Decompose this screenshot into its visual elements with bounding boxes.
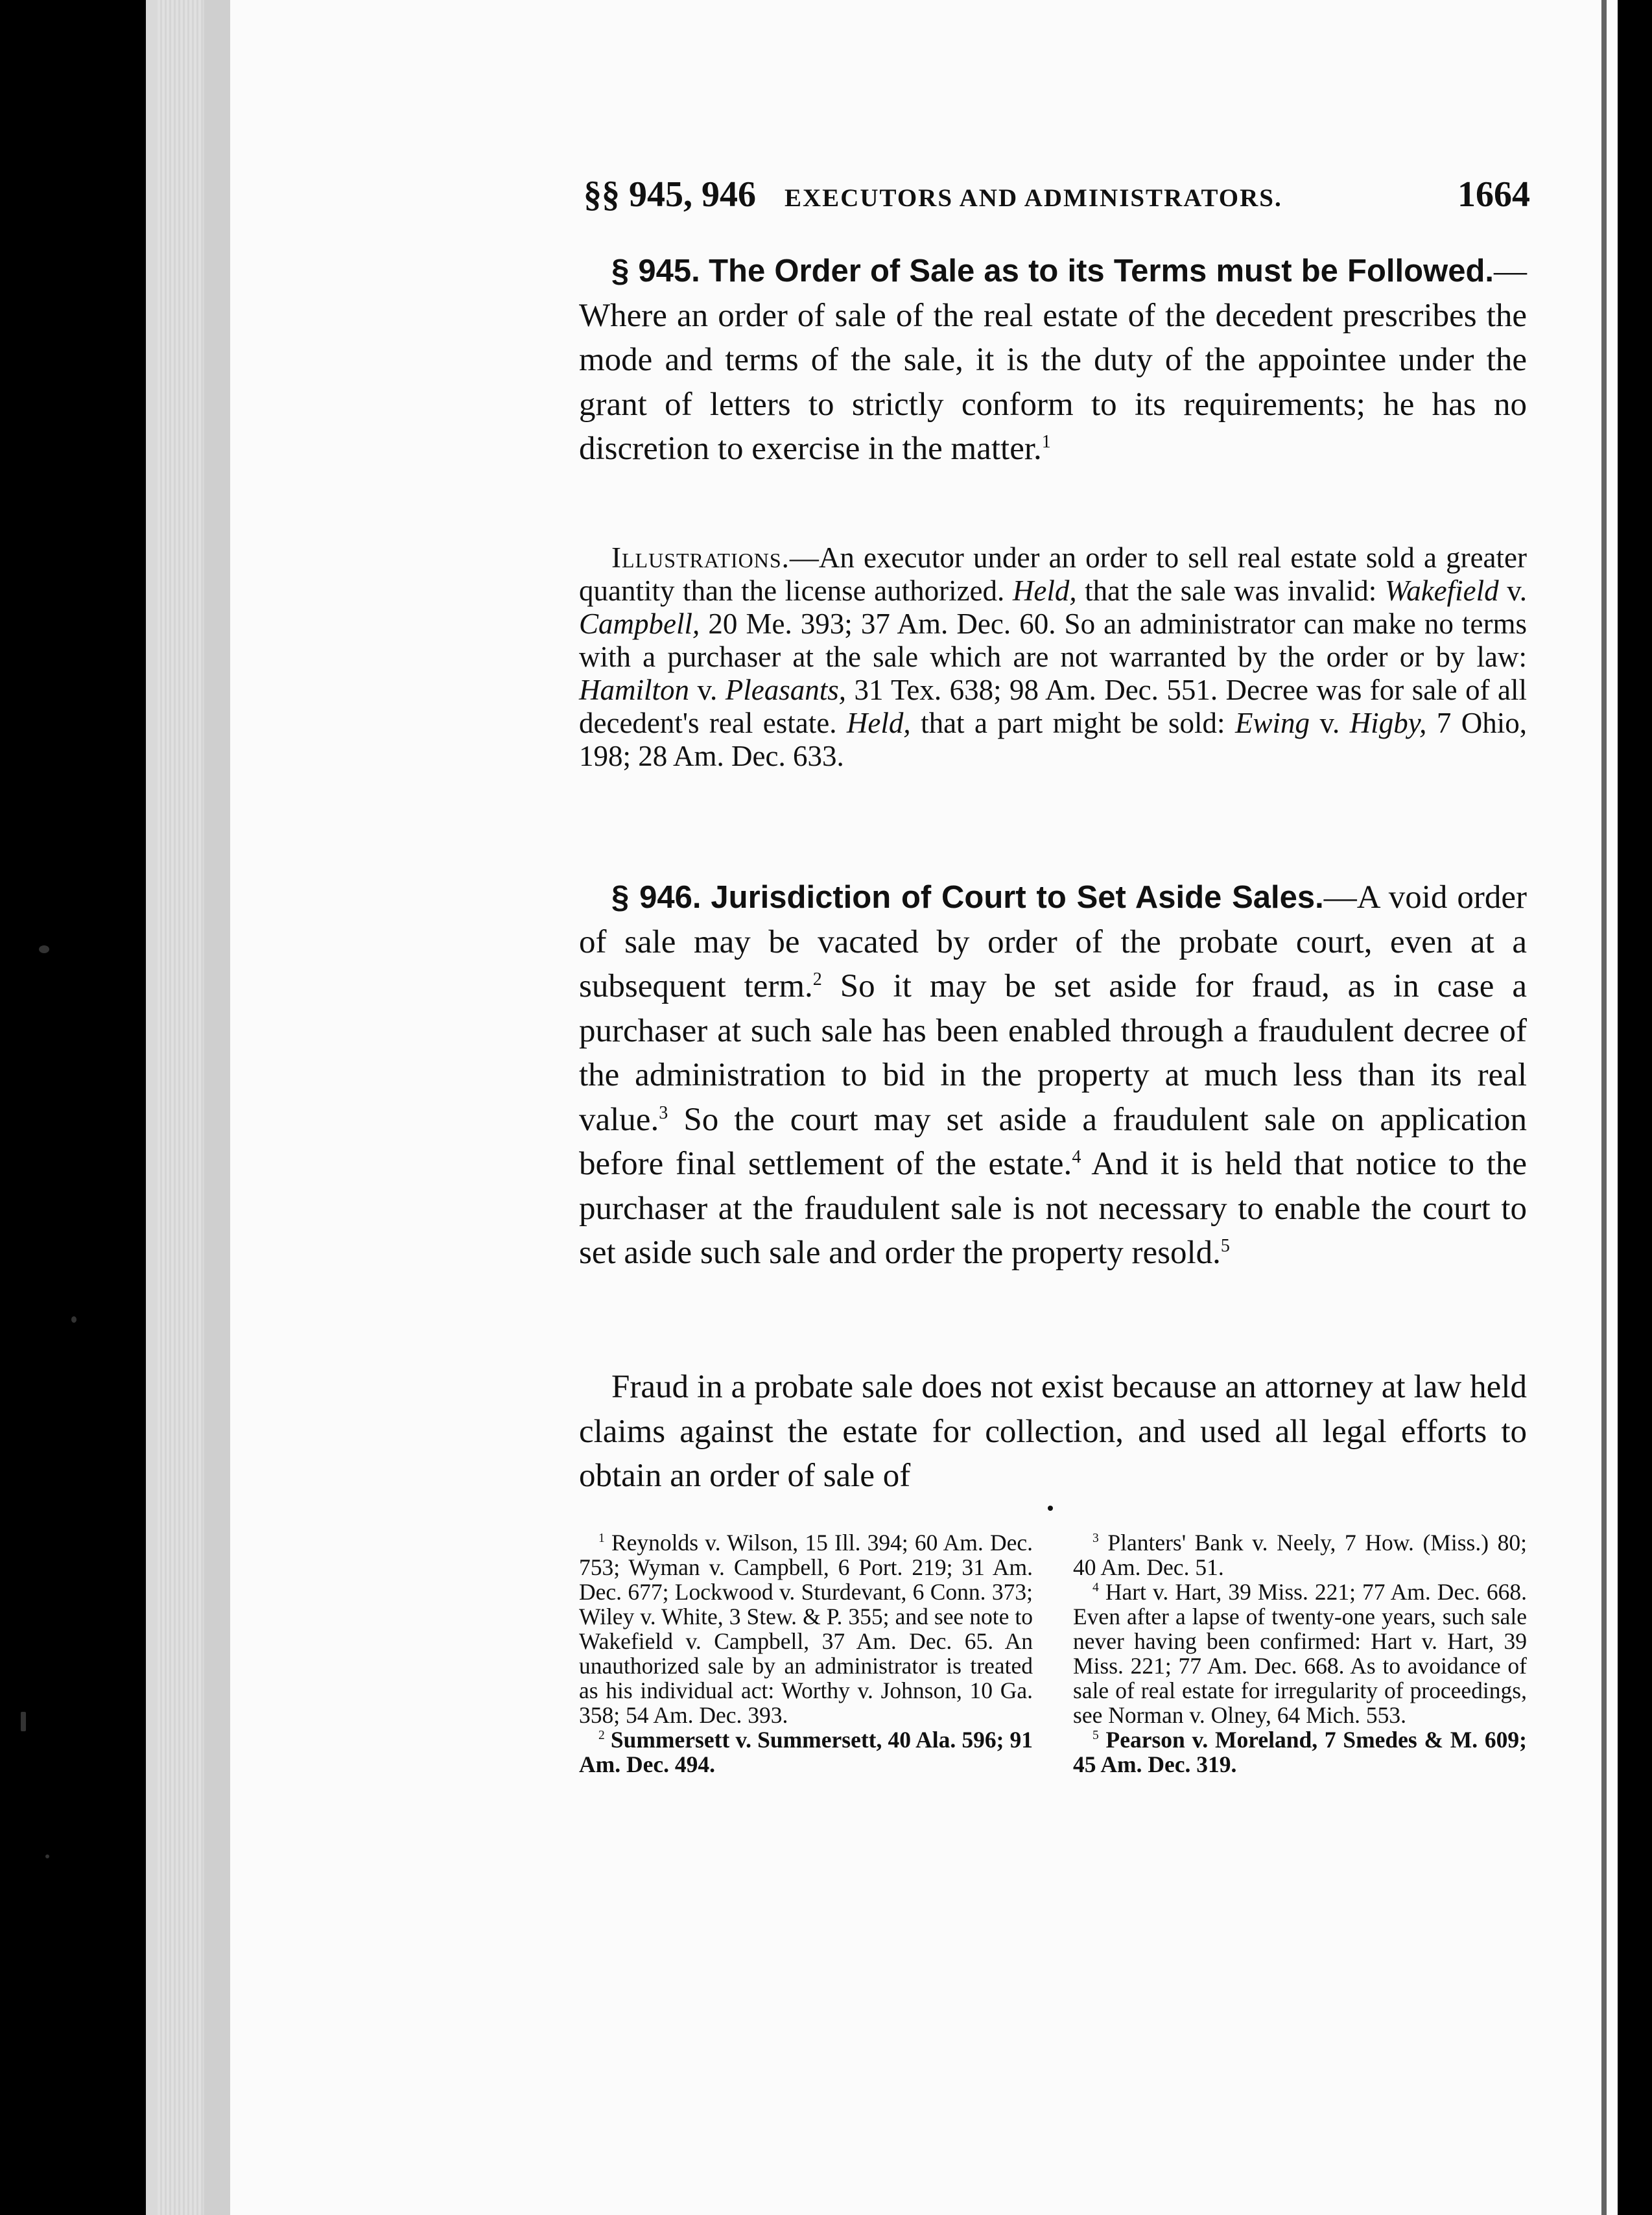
section-946-dash: — [1323, 879, 1357, 916]
section-945-dash: — [1494, 253, 1527, 289]
section-946-body-4: And it is held that notice to the purchaser at the fraudulent sale is not necessary to enable the court to set aside such sale and order the property resold. [579, 1146, 1528, 1271]
section-946-number: § 946. [611, 880, 702, 915]
illustration-text-2: that the sale was invalid: [1085, 574, 1377, 607]
section-946-body-3: So the court may set aside a fraudulent sale on application before final settlement of the estate. [579, 1101, 1528, 1182]
fraud-paragraph [579, 1365, 1527, 1498]
footnote-5 [1073, 1727, 1527, 1777]
scan-speck [45, 1854, 49, 1858]
footnote-ref-1: 1 [1041, 432, 1051, 452]
footnote-2-text: Summersett v. Summersett, 40 Ala. 596; 91 Am. Dec. 494. [579, 1727, 1033, 1777]
case-1-party-b: Campbell, [579, 608, 700, 640]
case-2-party-b: Pleasants, [725, 674, 846, 706]
footnotes-left-column [579, 1530, 1033, 1777]
page-edge-stripes [158, 0, 203, 2215]
footnote-5-mark: 5 [1092, 1729, 1099, 1743]
footnote-ref-2: 2 [812, 969, 822, 989]
case-3-party-b: Higby, [1349, 707, 1427, 739]
held-1: Held, [1012, 574, 1077, 607]
case-2-v: v. [697, 674, 718, 706]
case-3-v: v. [1319, 707, 1340, 739]
section-946 [579, 875, 1527, 1275]
footnote-5-text: Pearson v. Moreland, 7 Smedes & M. 609; 45 Am. Dec. 319. [1073, 1727, 1527, 1777]
footnote-4-text: Hart v. Hart, 39 Miss. 221; 77 Am. Dec. 668. Even after a lapse of twenty-one years, such sale never having been confirmed: Hart v. Hart, 39 Miss. 221; 77 Am. Dec. 668. As to avoidance of sale of real estate for irregularity of proceedings, see Norman v. Olney, 64 Mich. 553. [1073, 1579, 1528, 1728]
footnote-4-mark: 4 [1092, 1581, 1099, 1595]
book-page-edges [146, 0, 230, 2215]
illustration-text-3: that a part might be sold: [921, 707, 1225, 739]
right-dark-margin [1618, 0, 1652, 2215]
footnote-ref-5: 5 [1220, 1236, 1230, 1256]
section-945 [579, 249, 1527, 471]
footnote-3 [1073, 1530, 1527, 1580]
footnote-1-mark: 1 [598, 1532, 605, 1546]
footnote-ref-3: 3 [659, 1102, 668, 1123]
printer-mark [1048, 1506, 1053, 1511]
footnote-3-text: Planters' Bank v. Neely, 7 How. (Miss.) 80; 40 Am. Dec. 51. [1073, 1530, 1527, 1580]
section-945-body: Where an order of sale of the real estate of the decedent prescribes the mode and terms of the sale, it is the duty of the appointee under the grant of letters to strictly conform to its requirements; he has no discretion to exercise in the matter. [579, 297, 1527, 467]
illustrations-paragraph [579, 541, 1527, 773]
header-title: EXECUTORS AND ADMINISTRATORS. [785, 184, 1282, 212]
case-1-party-a: Wakefield [1384, 574, 1499, 607]
illustration-text-1: An executor under an order to sell real estate sold a greater quantity than the license authorized. [579, 541, 1527, 607]
header-section-numbers: §§ 945, 946 [584, 174, 756, 215]
footnote-1 [579, 1530, 1033, 1727]
section-945-number: § 945. [611, 254, 700, 289]
citation-3: 7 Ohio, 198; 28 Am. Dec. 633. [579, 707, 1528, 772]
citation-1: 20 Me. 393; 37 Am. Dec. 60. So an administrator can make no terms with a purchaser at the sale which are not warranted by the order or by law: [579, 608, 1527, 673]
citation-2: 31 Tex. 638; 98 Am. Dec. 551. Decree was for sale of all decedent's real estate. [579, 674, 1528, 739]
footnote-2 [579, 1727, 1033, 1777]
fraud-paragraph-text: Fraud in a probate sale does not exist because an attorney at law held claims against the estate for collection, and used all legal efforts to obtain an order of sale of [579, 1369, 1527, 1494]
page-number: 1664 [1457, 174, 1530, 215]
page-edge-shadow [204, 0, 230, 2215]
right-page-edge-line [1601, 0, 1607, 2215]
footnotes-right-column [1073, 1530, 1527, 1777]
illustrations-label: Illustrations. [611, 541, 790, 574]
held-2: Held, [846, 707, 911, 739]
footnote-3-mark: 3 [1092, 1532, 1099, 1546]
footnote-ref-4: 4 [1072, 1147, 1081, 1167]
section-946-body-2: So it may be set aside for fraud, as in case a purchaser at such sale has been enabled through a fraudulent decree of the administration to bid in the property at much less than its real value. [579, 968, 1527, 1138]
section-945-heading: The Order of Sale as to its Terms must be Followed. [709, 254, 1494, 289]
illustrations-dash: — [789, 541, 819, 574]
scan-speck [21, 1712, 26, 1731]
case-3-party-a: Ewing [1235, 707, 1310, 739]
footnote-2-mark: 2 [598, 1729, 605, 1743]
scan-speck [71, 1316, 77, 1323]
footnote-4 [1073, 1580, 1527, 1727]
footnotes [579, 1530, 1527, 1777]
running-header [584, 174, 1530, 219]
case-1-v: v. [1507, 574, 1528, 607]
section-946-heading: Jurisdiction of Court to Set Aside Sales. [711, 880, 1324, 915]
left-dark-margin [0, 0, 146, 2215]
scan-speck [39, 945, 49, 953]
section-946-body-1: A void order of sale may be vacated by order of the probate court, even at a subsequent term. [579, 879, 1528, 1004]
case-2-party-a: Hamilton [579, 674, 690, 706]
footnote-1-text: Reynolds v. Wilson, 15 Ill. 394; 60 Am. Dec. 753; Wyman v. Campbell, 6 Port. 219; 31 Am. Dec. 677; Lockwood v. Sturdevant, 6 Conn. 373; Wiley v. White, 3 Stew. & P. 355; and see note to Wakefield v. Campbell, 37 Am. Dec. 65. An unauthorized sale by an administrator is treated as his individual act: Worthy v. Johnson, 10 Ga. 358; 54 Am. Dec. 393. [579, 1530, 1033, 1728]
